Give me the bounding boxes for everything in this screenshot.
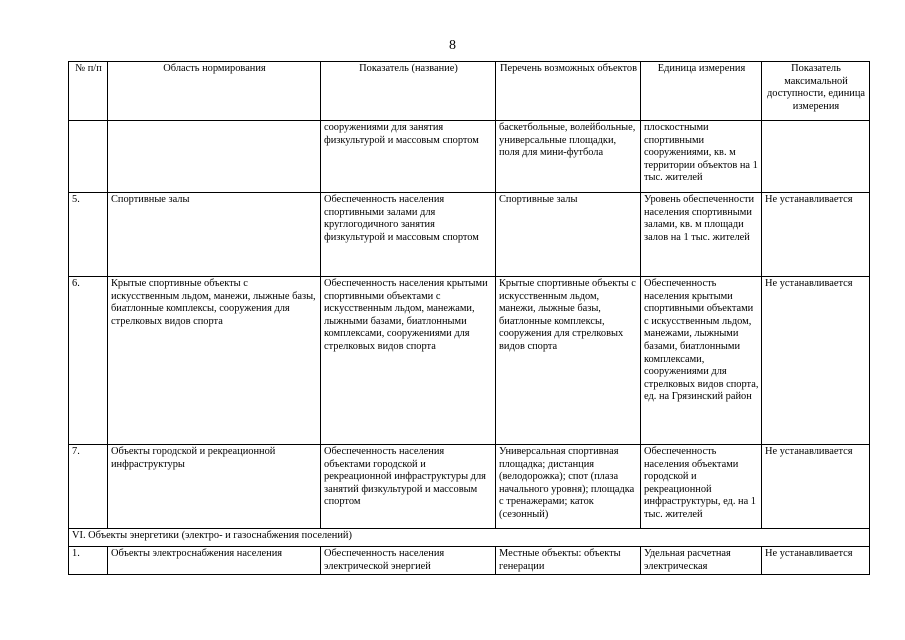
norms-table [68, 61, 870, 575]
table-row [69, 547, 870, 575]
max-availability-cell: Не устанавливается [762, 193, 870, 277]
table-row [69, 121, 870, 193]
objects-cell: Крытые спортивные объекты с искусственным льдом, манежи, лыжные базы, биатлонные комплексы, сооружения для стрелковых видов спорта [496, 277, 641, 445]
unit-cell: Обеспеченность населения крытыми спортивными объектами с искусственным льдом, манежами, лыжными базами, биатлонными комплексами, сооружениями для стрелковых видов спорта, ед. на Грязинский район [641, 277, 762, 445]
indicator-cell: Обеспеченность населения объектами городской и рекреационной инфраструктуры для занятий физкультурой и массовым спортом [321, 445, 496, 529]
table-row [69, 277, 870, 445]
table-row [69, 193, 870, 277]
indicator-cell: Обеспеченность населения электрической энергией [321, 547, 496, 575]
column-header-max-availability: Показатель максимальной доступности, единица измерения [762, 62, 870, 121]
indicator-cell: Обеспеченность населения крытыми спортивными объектами с искусственным льдом, манежами, лыжными базами, биатлонными комплексами, сооружениями для стрелковых видов спорта [321, 277, 496, 445]
column-header-unit: Единица измерения [641, 62, 762, 121]
column-header-indicator: Показатель (название) [321, 62, 496, 121]
row-number-cell: 5. [69, 193, 108, 277]
indicator-cell: Обеспеченность населения спортивными залами для круглогодичного занятия физкультурой и массовым спортом [321, 193, 496, 277]
row-number-cell [69, 121, 108, 193]
area-cell: Спортивные залы [108, 193, 321, 277]
max-availability-cell: Не устанавливается [762, 547, 870, 575]
unit-cell: плоскостными спортивными сооружениями, кв. м территории объектов на 1 тыс. жителей [641, 121, 762, 193]
max-availability-cell: Не устанавливается [762, 445, 870, 529]
max-availability-cell [762, 121, 870, 193]
area-cell: Объекты городской и рекреационной инфраструктуры [108, 445, 321, 529]
table-row [69, 445, 870, 529]
table-header-row [69, 62, 870, 121]
objects-cell: Местные объекты: объекты генерации [496, 547, 641, 575]
indicator-cell: сооружениями для занятия физкультурой и массовым спортом [321, 121, 496, 193]
unit-cell: Уровень обеспеченности населения спортивными залами, кв. м площади залов на 1 тыс. жителей [641, 193, 762, 277]
page-number: 8 [449, 38, 456, 53]
column-header-number: № п/п [69, 62, 108, 121]
row-number-cell: 1. [69, 547, 108, 575]
unit-cell: Удельная расчетная электрическая [641, 547, 762, 575]
section-row [69, 529, 870, 547]
unit-cell: Обеспеченность населения объектами городской и рекреационной инфраструктуры, ед. на 1 тыс. жителей [641, 445, 762, 529]
max-availability-cell: Не устанавливается [762, 277, 870, 445]
objects-cell: баскетбольные, волейбольные, универсальные площадки, поля для мини-футбола [496, 121, 641, 193]
objects-cell: Универсальная спортивная площадка; дистанция (велодорожка); спот (плаза начального уровня); площадка с тренажерами; каток (сезонный) [496, 445, 641, 529]
area-cell: Объекты электроснабжения населения [108, 547, 321, 575]
row-number-cell: 7. [69, 445, 108, 529]
area-cell [108, 121, 321, 193]
objects-cell: Спортивные залы [496, 193, 641, 277]
row-number-cell: 6. [69, 277, 108, 445]
area-cell: Крытые спортивные объекты с искусственным льдом, манежи, лыжные базы, биатлонные комплексы, сооружения для стрелковых видов спорта [108, 277, 321, 445]
section-heading: VI. Объекты энергетики (электро- и газоснабжения поселений) [69, 529, 870, 547]
column-header-objects: Перечень возможных объектов [496, 62, 641, 121]
column-header-area: Область нормирования [108, 62, 321, 121]
